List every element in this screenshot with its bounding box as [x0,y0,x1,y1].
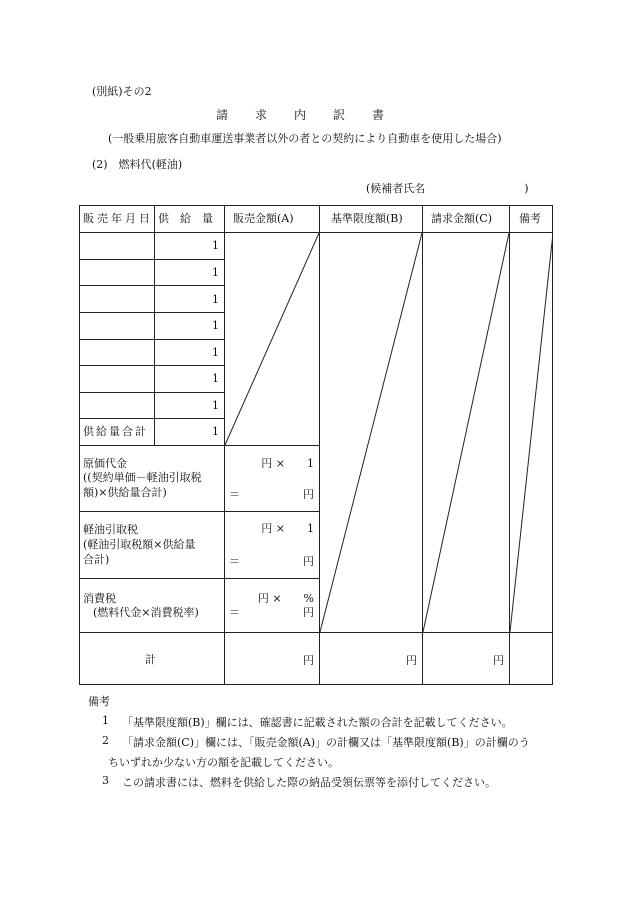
note-number: 2 [102,734,109,747]
yen-unit[interactable]: 円 [303,606,314,619]
header-supply-qty: 供 給 量 [158,212,213,225]
total-qty-label: 供給量合計 [83,425,148,438]
document-title: 請 求 内 訳 書 [216,108,386,122]
equals-sign: ＝ [229,555,240,568]
equals-sign: ＝ [229,488,240,501]
diesel-tax-formula-line2: 合計) [83,553,110,566]
consumption-tax-formula: (燃料代金×消費税率) [93,606,199,619]
diesel-tax-label: 軽油引取税 [83,523,138,536]
yen-unit[interactable]: 円 [303,488,314,501]
diagonal-a [225,233,319,445]
note-text-continued: ちいずれか少ない方の額を記載してください。 [108,756,339,769]
notes-heading: 備考 [88,695,110,708]
note-number: 1 [102,714,109,727]
note-text: 「請求金額(C)」欄には、「販売金額(A)」の計欄又は「基準限度額(B)」の計欄のう [122,736,530,749]
diagonal-remarks [510,233,553,632]
diagonal-b [320,233,422,632]
base-cost-formula-line1: ((契約単価－軽油引取税 [83,471,202,484]
candidate-name-field[interactable]: (候補者氏名 ) [366,182,529,195]
section-label: (2) 燃料代(軽油) [92,158,183,171]
consumption-tax-label: 消費税 [83,592,116,605]
diesel-tax-formula-line1: (軽油引取税額×供給量 [83,538,196,551]
diesel-tax-calc[interactable]: 円 × 1 [261,522,314,535]
header-limit-amount-b: 基準限度額(B) [331,212,403,225]
invoice-table [79,205,553,685]
supply-qty-cell[interactable]: 1 [212,266,219,279]
header-sales-amount-a: 販売金額(A) [233,212,294,225]
total-qty-value[interactable]: 1 [212,425,219,438]
total-amount-b[interactable]: 円 [406,654,417,667]
total-amount-a[interactable]: 円 [303,654,314,667]
yen-unit[interactable]: 円 [303,555,314,568]
total-label: 計 [145,653,156,666]
supply-qty-cell[interactable]: 1 [212,372,219,385]
supply-qty-cell[interactable]: 1 [212,346,219,359]
note-text: この請求書には、燃料を供給した際の納品受領伝票等を添付してください。 [122,776,496,789]
attachment-label: (別紙)その2 [92,85,152,98]
base-cost-formula-line2: 額)×供給量合計) [83,486,167,499]
note-text: 「基準限度額(B)」欄には、確認書に記載された額の合計を記載してください。 [122,716,513,729]
supply-qty-cell[interactable]: 1 [212,239,219,252]
base-cost-calc[interactable]: 円 × 1 [261,457,314,470]
equals-sign: ＝ [229,606,240,619]
consumption-tax-calc[interactable]: 円 × % [257,592,314,605]
diagonal-c [423,233,509,632]
supply-qty-cell[interactable]: 1 [212,319,219,332]
supply-qty-cell[interactable]: 1 [212,293,219,306]
total-amount-c[interactable]: 円 [493,654,504,667]
supply-qty-cell[interactable]: 1 [212,399,219,412]
document-subtitle: (一般乗用旅客自動車運送事業者以外の者との契約により自動車を使用した場合) [108,132,502,145]
note-number: 3 [102,774,109,787]
header-sale-date: 販売年月日 [83,212,153,225]
header-remarks: 備考 [519,212,541,225]
base-cost-label: 原価代金 [83,457,127,470]
header-claim-amount-c: 請求金額(C) [431,212,492,225]
